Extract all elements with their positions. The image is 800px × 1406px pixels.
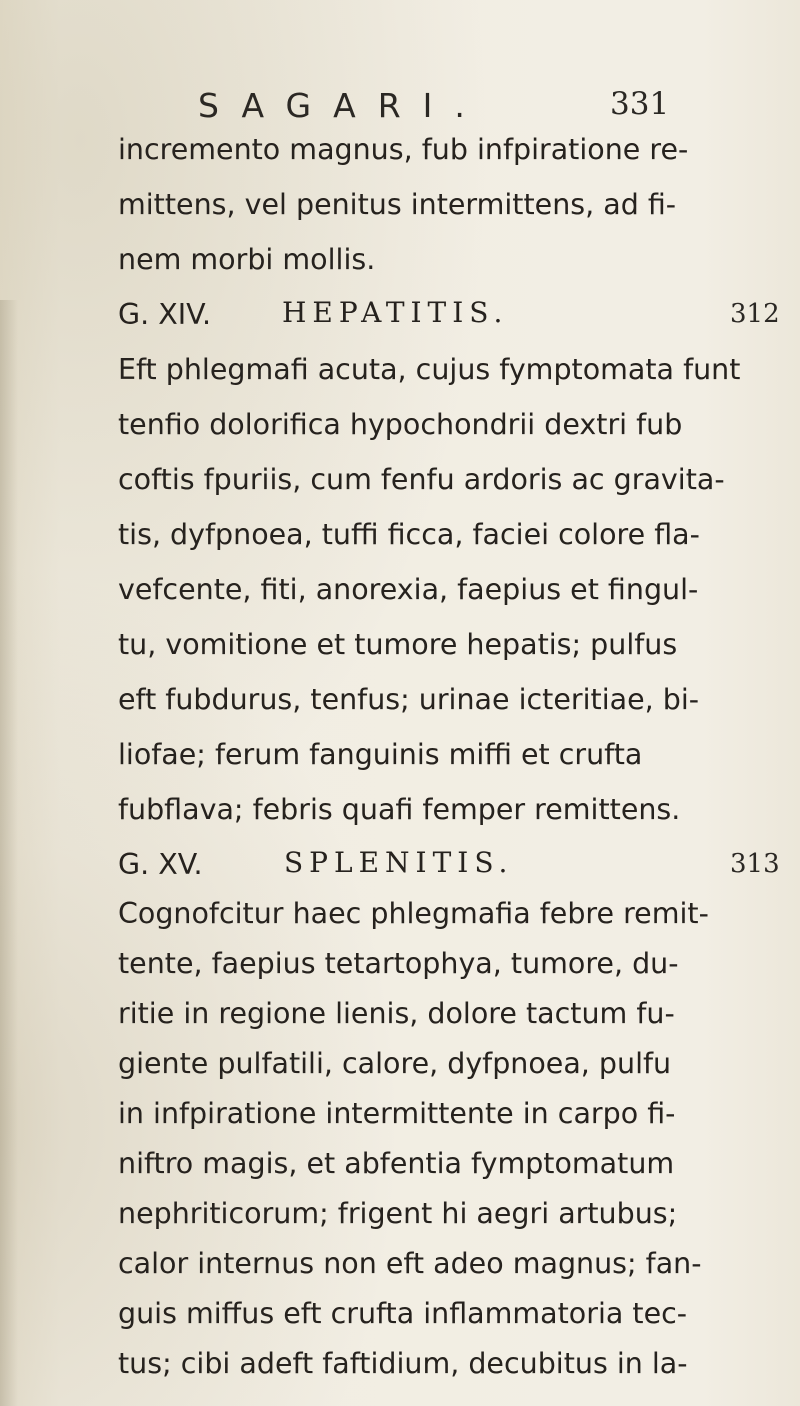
section-label-hepatitis: G. XIV. bbox=[118, 298, 212, 331]
text-line: ritie in regione lienis, dolore tactum fu- bbox=[118, 997, 675, 1030]
text-line: niftro magis, et abfentia fymptomatum bbox=[118, 1147, 675, 1180]
page-number: 331 bbox=[610, 86, 670, 122]
section-label-splenitis: G. XV. bbox=[118, 848, 203, 881]
text-line: liofae; ferum fanguinis miffi et crufta bbox=[118, 738, 643, 771]
running-head: SAGARI. bbox=[198, 86, 487, 125]
text-line: Eft phlegmafi acuta, cujus fymptomata funt bbox=[118, 353, 741, 386]
text-line: in infpiratione intermittente in carpo fi- bbox=[118, 1097, 676, 1130]
text-line: Cognofcitur haec phlegmafia febre remit- bbox=[118, 897, 709, 930]
text-line: tente, faepius tetartophya, tumore, du- bbox=[118, 947, 679, 980]
section-title-hepatitis: HEPATITIS. bbox=[282, 296, 509, 329]
text-line: fubflava; febris quafi femper remittens. bbox=[118, 793, 681, 826]
text-line: tu, vomitione et tumore hepatis; pulfus bbox=[118, 628, 678, 661]
text-line: nem morbi mollis. bbox=[118, 243, 376, 276]
text-line: guis miffus eft crufta inflammatoria tec- bbox=[118, 1297, 688, 1330]
text-line: calor internus non eft adeo magnus; fan- bbox=[118, 1247, 702, 1280]
text-line: tis, dyfpnoea, tuffi ficca, faciei colore fla- bbox=[118, 518, 700, 551]
text-line: coftis fpuriis, cum fenfu ardoris ac gravita- bbox=[118, 463, 725, 496]
text-line: mittens, vel penitus intermittens, ad fi- bbox=[118, 188, 677, 221]
margin-number-hepatitis: 312 bbox=[730, 299, 780, 329]
text-line: nephriticorum; frigent hi aegri artubus; bbox=[118, 1197, 678, 1230]
text-line: tenfio dolorifica hypochondrii dextri fub bbox=[118, 408, 683, 441]
margin-number-splenitis: 313 bbox=[730, 849, 780, 879]
gutter-shadow bbox=[0, 300, 18, 1406]
text-line: incremento magnus, fub infpiratione re- bbox=[118, 133, 689, 166]
text-line: vefcente, fiti, anorexia, faepius et fingul- bbox=[118, 573, 699, 606]
text-line: tus; cibi adeft faftidium, decubitus in la- bbox=[118, 1347, 688, 1380]
text-line: eft fubdurus, tenfus; urinae icteritiae, bi- bbox=[118, 683, 700, 716]
section-title-splenitis: SPLENITIS. bbox=[284, 846, 514, 879]
text-line: giente pulfatili, calore, dyfpnoea, pulfu bbox=[118, 1047, 672, 1080]
